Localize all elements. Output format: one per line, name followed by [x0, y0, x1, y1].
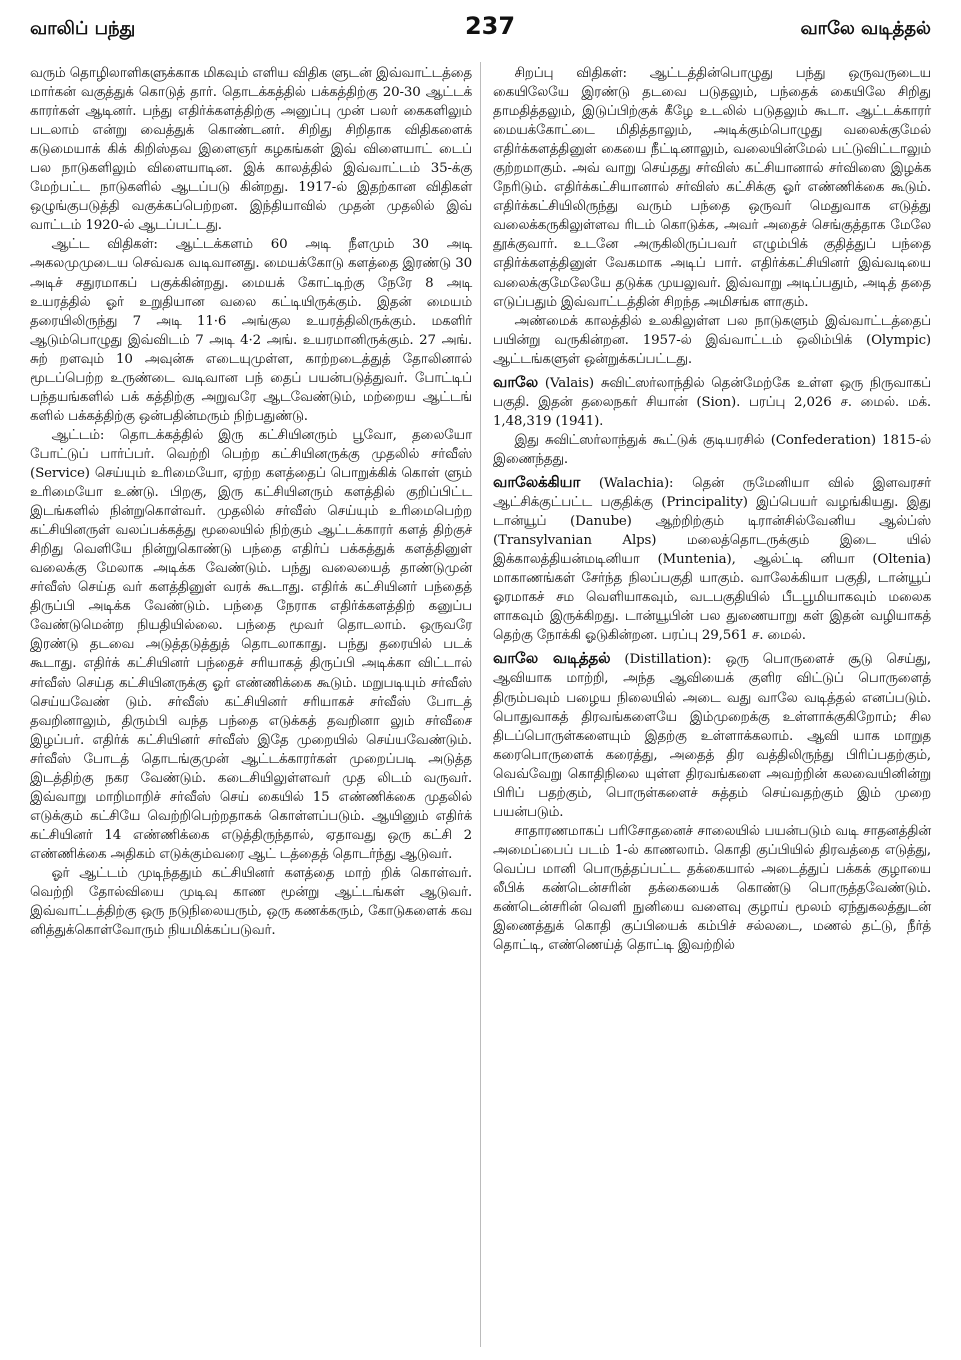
- paragraph: சாதாரணமாகப் பரிசோதனைச் சாலையில் பயன்படும் வடி சாதனத்தின் அமைப்பைப் படம் 1-ல் காணலாம். கொதி குப்பியில் திரவத்தை எடுத்து, வெப்ப மானி பொருத்தப்பட்ட தக்கையால் அடைத்துப் பக்கக் குழாயை லீபிக் கண்டென்சரின் தக்கையைக் கொண்டு பொருத்தவேண்டும். கண்டென்சரின் வெளி நுனியை வளைவு குழாய் மூலம் ஏந்துகலத்துடன் இணைத்துக் கொதி குப்பியைக் கம்பிச் சல்லடை, மணல் தட்டு, நீர்த் தொட்டி, எண்ணெய்த் தொட்டி இவற்றில்: [493, 823, 931, 954]
- page-number: 237: [464, 12, 516, 40]
- page-header: [30, 12, 931, 48]
- entry-text: (Valais) சுவிட்ஸர்லாந்தில் தென்மேற்கே உள்ள ஒரு நிருவாகப் பகுதி. இதன் தலைநகர் சியான் (Sion). பரப்பு 2,026 ச. மைல். மக். 1,48,319 (1941).: [493, 375, 931, 429]
- right-column: [493, 64, 931, 955]
- entry-distillation: [493, 649, 931, 821]
- left-column: [30, 64, 472, 940]
- entry-headword: வாலேக்கியா: [493, 472, 581, 491]
- entry-valais: [493, 373, 931, 431]
- entry-text: (Distillation): ஒரு பொருளைச் சூடு செய்து, ஆவியாக மாற்றி, அந்த ஆவியைக் குளிர விட்டுப் பொருளைத் திரும்பவும் பழைய நிலையில் அடை வது வாலே வடித்தல் எனப்படும். பொதுவாகத் திரவங்களையே இம்முறைக்கு உள்ளாக்குகிறோம்; சில திடப்பொருள்களையும் இதற்கு உள்ளாக்கலாம். ஆவி யாக மாறுத கரைபொருளைக் கரைத்து, அதைத் திர வத்திலிருந்து பிரிப்பதற்கும், வெவ்வேறு கொதிநிலை யுள்ள திரவங்களை அவற்றின் கலவையினின்று பிரிப் பதற்கும், பொருள்களைச் சுத்தம் செய்வதற்கும் இம் முறை பயன்படும்.: [493, 652, 931, 820]
- paragraph: வரும் தொழிலாளிகளுக்காக மிகவும் எளிய விதிக ளுடன் இவ்வாட்டத்தை மார்கன் வகுத்துக் கொடுத் தார். தொடக்கத்தில் பக்கத்திற்கு 20-30 ஆட்டக் காரர்கள் ஆடினர். பந்து எதிர்க்களத்திற்கு அனுப்பு முன் பலர் கைகளிலும் படலாம் என்று வைத்துக் கொண்டனர். சிறிது சிறிதாக விதிகளைக் கடுமையாக் கிக் கிறிஸ்தவ இளைஞர் கழகங்கள் இவ் விளையாட் டைப் பல நாடுகளிலும் விளையாடின. இக் காலத்தில் இவ்வாட்டம் 35-க்கு மேற்பட்ட நாடுகளில் ஆடப்படு கின்றது. 1917-ல் இதற்கான விதிகள் ஒழுங்குபடுத்தி வகுக்கப்பெற்றன. இந்தியாவில் முதன் முதலில் இவ் வாட்டம் 1920-ல் ஆடப்பட்டது.: [30, 66, 472, 234]
- entry-headword: வாலே: [493, 372, 538, 391]
- entry-headword: வாலே வடித்தல்: [493, 649, 611, 668]
- running-head-left: வாலிப் பந்து: [30, 18, 136, 39]
- column-divider: [480, 62, 481, 1347]
- paragraph: அண்மைக் காலத்தில் உலகிலுள்ள பல நாடுகளும் இவ்வாட்டத்தைப் பயின்று வருகின்றன. 1957-ல் இவ்வாட்டம் ஒலிம்பிக் (Olympic) ஆட்டங்களுள் ஒன்றுக்கப்பட்டது.: [493, 313, 931, 367]
- entry-text: (Walachia): தென் ருமேனியா வில் இளவரசர் ஆட்சிக்குட்பட்ட பகுதிக்கு (Principality) இப்பெயர் வழங்கியது. இது டான்யூப் (Danube) ஆற்றிற்கும் டிரான்சில்வேனிய ஆல்ப்ஸ் (Transylvanian Alps) மலைத்தொடருக்கும் இடை யில் இக்காலத்தியன்மடினியா (Muntenia), ஆல்ட்டி னியா (Oltenia) மாகாணங்கள் சேர்ந்த நிலப்பகுதி யாகும். வாலேக்கியா பகுதி, டான்யூப் ஓரமாகச் சம வெளியாகவும், வடபகுதியில் பீடபூமியாகவும் மலைக ளாகவும் இருக்கிறது. டான்யூபின் பல துணையாறு கள் இதன் வழியாகத் தெற்கு நோக்கி ஓடுகின்றன. பரப்பு 29,561 ச. மைல்.: [493, 475, 931, 644]
- entry-walachia: [493, 473, 931, 645]
- paragraph: ஓர் ஆட்டம் முடிந்ததும் கட்சியினர் களத்தை மாற் றிக் கொள்வர். வெற்றி தோல்வியை முடிவு காண மூன்று ஆட்டங்கள் ஆடுவர். இவ்வாட்டத்திற்கு ஒரு நடுநிலையரும், ஒரு கணக்கரும், கோடுகளைக் கவ னித்துக்கொள்வோரும் நியமிக்கப்படுவர்.: [30, 865, 472, 939]
- paragraph: இது சுவிட்ஸர்லாந்துக் கூட்டுக் குடியரசில் (Confederation) 1815-ல் இணைந்தது.: [493, 432, 931, 467]
- paragraph: சிறப்பு விதிகள்: ஆட்டத்தின்பொழுது பந்து ஒருவருடைய கையிலேயே இரண்டு தடவை படுதலும், பந்தைக் கையிலே சிறிது தாமதித்தலும், இடுப்பிற்குக் கீழே உடலில் படுதலும் கூடா. ஆட்டக்காரர் மையக்கோட்டை மிதித்தாலும், அடிக்கும்பொழுது வலைக்குமேல் எதிர்க்களத்தினுள் கையை நீட்டினாலும், வலையின்மேல் பட்டுவிட்டாலும் குற்றமாகும். அவ் வாறு செய்தது சர்விஸ் கட்சியானால் சர்விஸை இழக்க நேரிடும். எதிர்க்கட்சியானால் சர்விஸ் கட்சிக்கு ஓர் எண்ணிக்கை கூடும். எதிர்க்கட்சியிலிருந்து வரும் பந்தை ஒருவர் மெதுவாக எடுத்து வலைக்கருகிலுள்ளவ ரிடம் கொடுக்க, அவர் அதைச் செங்குத்தாக மேலே தூக்குவார். உடனே அருகிலிருப்பவர் எழும்பிக் குதித்துப் பந்தை எதிர்க்களத்தினுள் வேகமாக அடிப் பார். எதிர்க்கட்சியினர் இவ்வடியை வலைக்குமேலேயே தடுக்க முயலுவர். இவ்வாறு அடிப்பதும், அடித் ததை எடுப்பதும் இவ்வாட்டத்தின் சிறந்த அமிசங்க ளாகும்.: [493, 66, 931, 310]
- running-head-right: வாலே வடித்தல்: [800, 18, 931, 39]
- paragraph: ஆட்ட விதிகள்: ஆட்டக்களம் 60 அடி நீளமும் 30 அடி அகலமுமுடைய செவ்வக வடிவானது. மையக்கோடு களத்தை இரண்டு 30 அடிச் சதுரமாகப் பகுக்கின்றது. மையக் கோட்டிற்கு நேரே 8 அடி உயரத்தில் ஓர் உறுதியான வலை கட்டியிருக்கும். இதன் மையம் தரையிலிருந்து 7 அடி 11·6 அங்குல உயரத்திலிருக்கும். மகளிர் ஆடும்பொழுது இவ்விடம் 7 அடி 4·2 அங். உயரமானிருக்கும். 27 அங். சுற் றளவும் 10 அவுன்சு எடையுமுள்ள, காற்றடைத்துத் தோலினால் மூடப்பெற்ற உருண்டை வடிவான பந் தைப் பயன்படுத்துவர். போட்டிப் பந்தயங்களில் பக் கத்திற்கு அறுவரே ஆடவேண்டும், மற்றைய ஆட்டங் களில் பக்கத்திற்கு ஒன்பதின்மரும் நிற்பதுண்டு.: [30, 237, 472, 424]
- paragraph: ஆட்டம்: தொடக்கத்தில் இரு கட்சியினரும் பூவோ, தலையோ போட்டுப் பார்ப்பர். வெற்றி பெற்ற கட்சியினருக்கு முதலில் சர்வீஸ் (Service) செய்யும் உரிமையோ, ஏற்ற களத்தைப் பொறுக்கிக் கொள் ளும் உரிமையோ உண்டு. பிறகு, இரு கட்சியினரும் களத்தில் குறிப்பிட்ட இடங்களில் நின்றுகொள்வர். முதலில் சர்வீஸ் செய்யும் உரிமைபெற்ற கட்சியினருள் வலப்பக்கத்து மூலையில் நிற்கும் ஆட்டக்காரர் களத் திற்குச் சிறிது வெளியே நின்றுகொண்டு பந்தை எதிர்ப் பக்கத்துக் களத்தினுள் வலைக்கு மேலாக அடிக்க வேண்டும். பந்து வலையைத் தாண்டுமுன் சர்வீஸ் செய்த வர் களத்தினுள் வரக் கூடாது. எதிர்க் கட்சியினர் பந்தைத் திருப்பி அடிக்க வேண்டும். பந்தை நேராக எதிர்க்களத்திற் கனுப்ப வேண்டுமென்ற நியதியில்லை. பந்தை மூவர் தொடலாம். ஒருவரே இரண்டு தடவை அடுத்தடுத்துத் தொடலாகாது. பந்து தரையில் படக் கூடாது. எதிர்க் கட்சியினர் பந்தைச் சரியாகத் திருப்பி அடிக்கா விட்டால் சர்வீஸ் செய்த கட்சியினருக்கு ஓர் எண்ணிக்கை கூடும். மறுபடியும் சர்வீஸ் செய்யவேண் டும். சர்வீஸ் கட்சியினர் சரியாகச் சர்வீஸ் போடத் தவறினாலும், திரும்பி வந்த பந்தை எடுக்கத் தவறினா லும் சர்வீசை இழப்பர். எதிர்க் கட்சியினர் சர்வீஸ் இதே முறையில் செய்யவேண்டும். சர்வீஸ் போடத் தொடங்குமுன் ஆட்டக்காரர்கள் முறைப்படி அடுத்த இடத்திற்கு நகர வேண்டும். கடைசியிலுள்ளவர் முத லிடம் வருவர். இவ்வாறு மாறிமாறிச் சர்வீஸ் செய் கையில் 15 எண்ணிக்கை முதலில் எடுக்கும் கட்சியே வெற்றிபெற்றதாகக் கொள்ளப்படும். ஆயினும் எதிர்க் கட்சியினர் 14 எண்ணிக்கை எடுத்திருந்தால், ஏதாவது ஒரு கட்சி 2 எண்ணிக்கை அதிகம் எடுக்கும்வரை ஆட் டத்தைத் தொடர்ந்து ஆடுவர்.: [30, 427, 472, 862]
